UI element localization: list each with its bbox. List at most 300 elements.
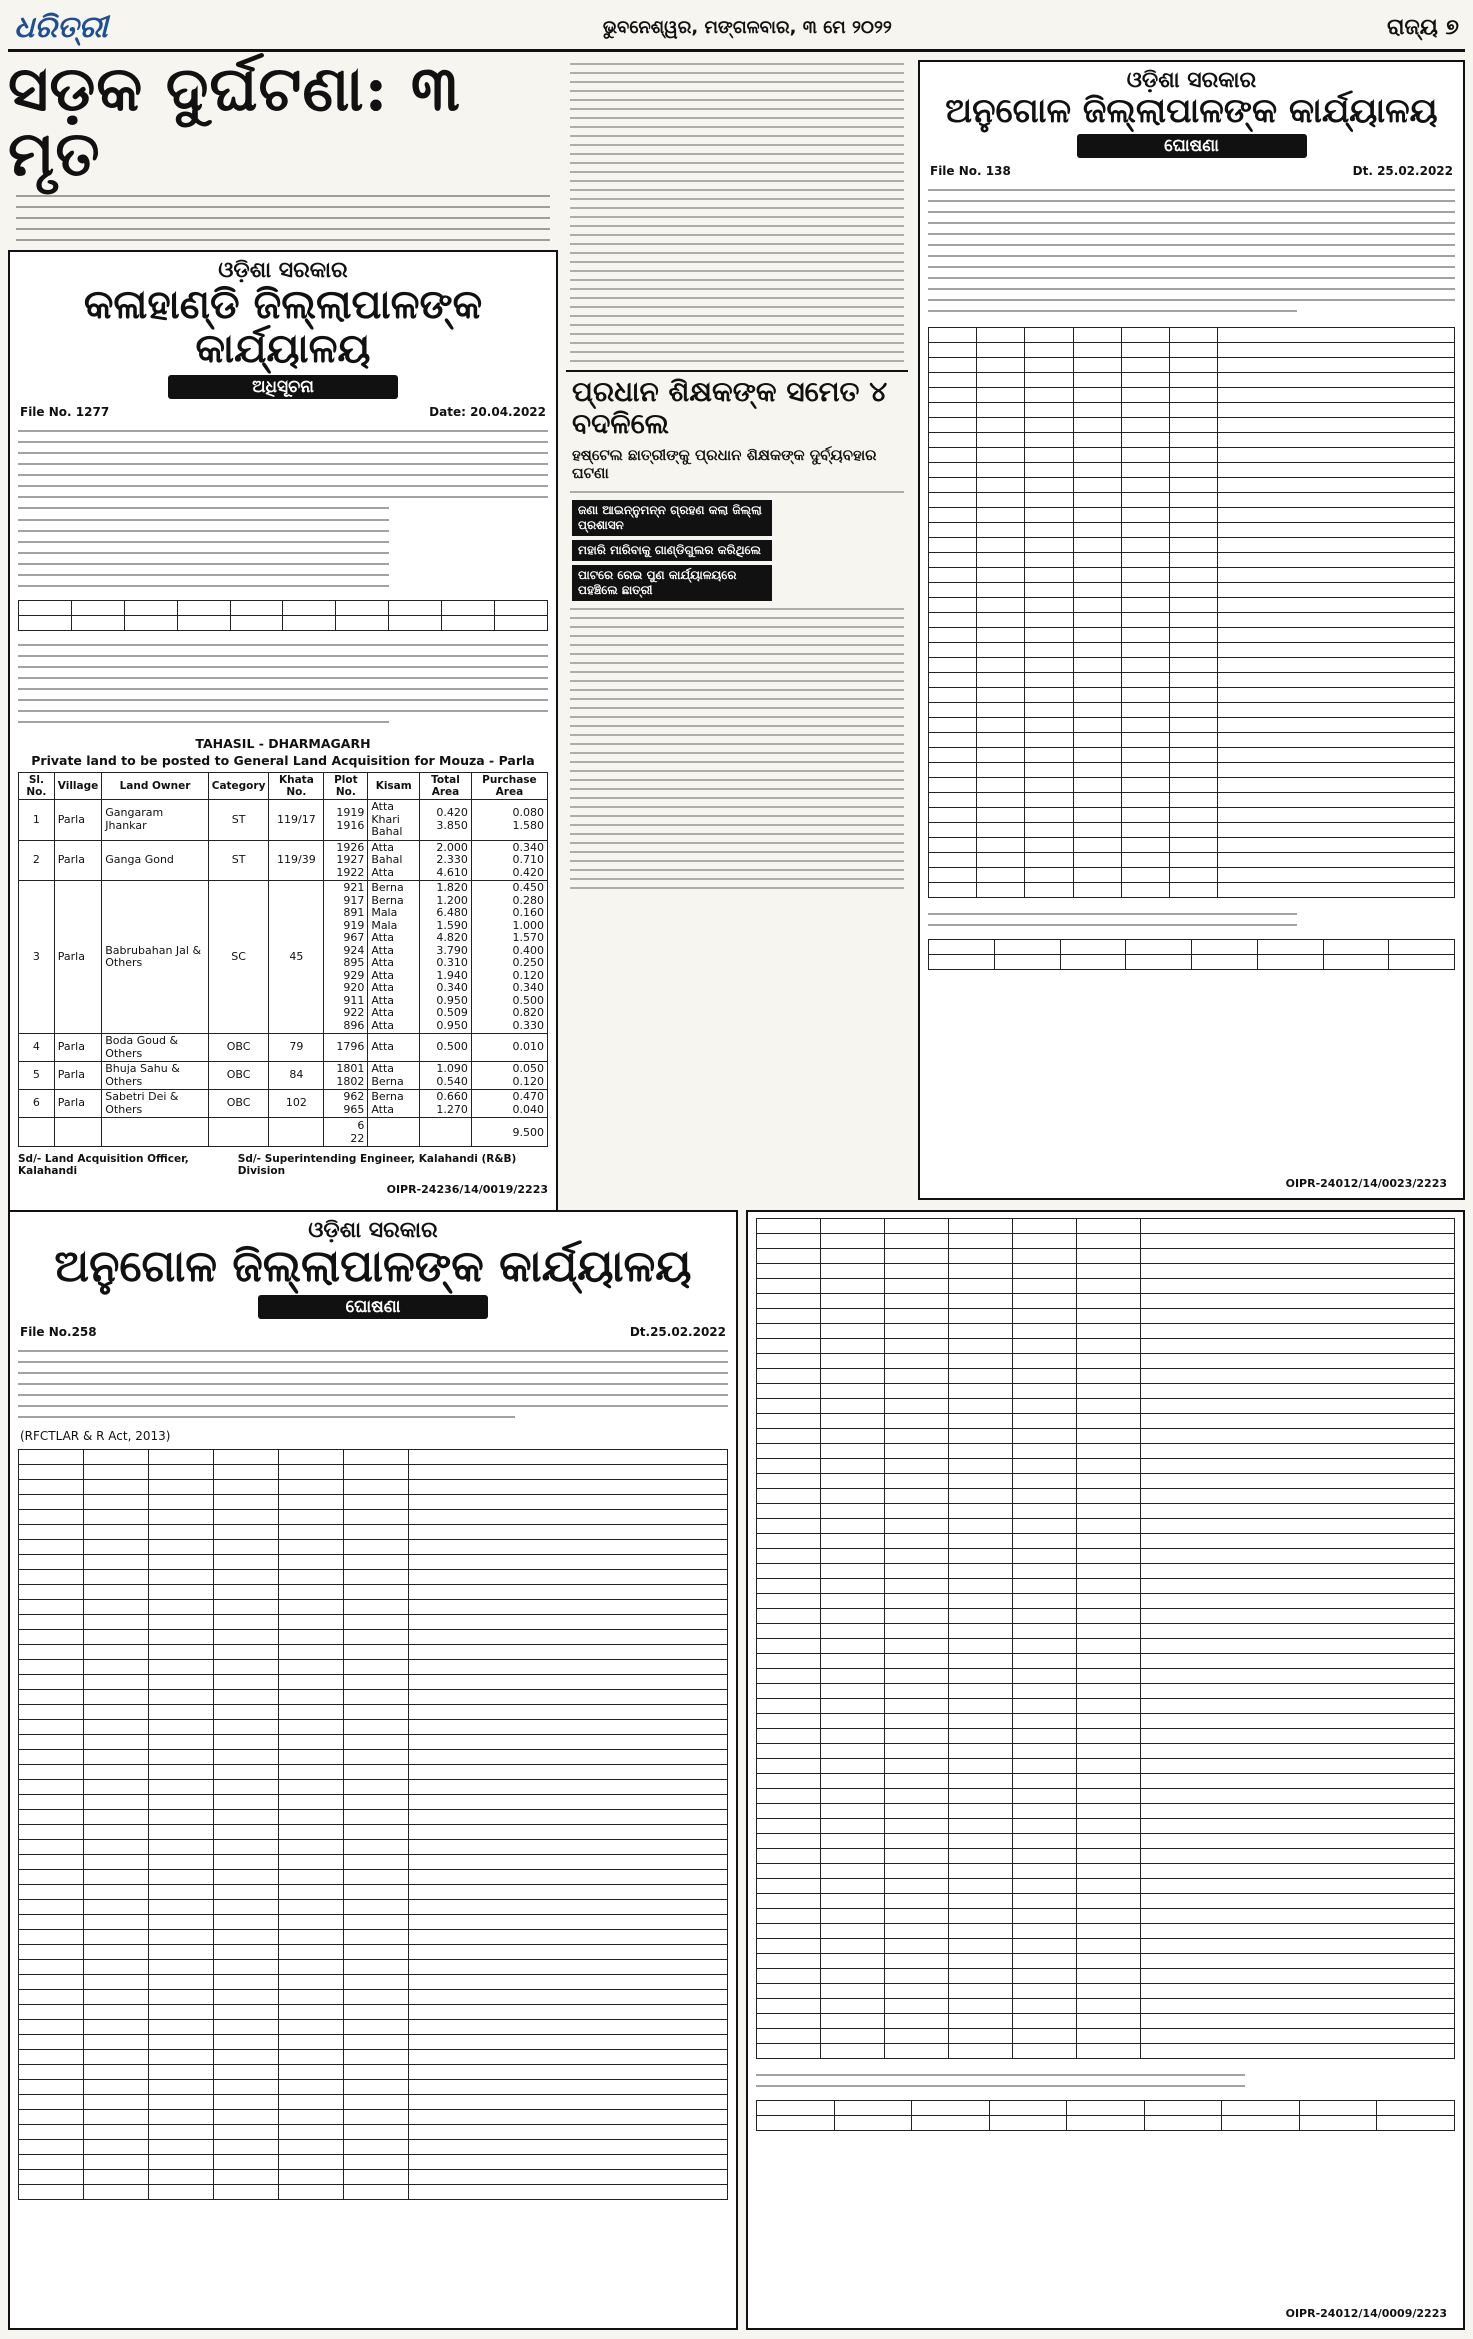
table-cell xyxy=(948,1549,1012,1564)
table-row xyxy=(19,1930,728,1945)
table-cell xyxy=(19,1840,84,1855)
table-cell xyxy=(408,1990,727,2005)
table-cell xyxy=(83,1585,148,1600)
table-cell xyxy=(1025,358,1073,373)
table-cell: Atta Berna xyxy=(368,1062,420,1090)
table-cell: Gangaram Jhankar xyxy=(102,800,208,841)
table-cell xyxy=(757,1789,821,1804)
table-cell: 102 xyxy=(269,1090,324,1118)
table-cell xyxy=(948,1684,1012,1699)
table-cell xyxy=(977,778,1025,793)
table-cell xyxy=(278,1825,343,1840)
table-cell xyxy=(19,2050,84,2065)
table-cell xyxy=(977,628,1025,643)
table-cell xyxy=(83,1735,148,1750)
table-cell xyxy=(408,2035,727,2050)
table-row xyxy=(757,1999,1455,2014)
posted-title: Private land to be posted to General Land Acquisition for Mouza - Parla xyxy=(31,753,535,769)
table-row xyxy=(19,1465,728,1480)
table-cell xyxy=(948,1729,1012,1744)
table-row xyxy=(19,1675,728,1690)
table-cell xyxy=(1012,1519,1076,1534)
table-cell xyxy=(948,1219,1012,1234)
table-cell xyxy=(148,2185,213,2200)
table-row xyxy=(19,1825,728,1840)
table-cell xyxy=(884,1249,948,1264)
land-table-header: Plot No. xyxy=(324,773,368,800)
table-cell xyxy=(408,1480,727,1495)
table-cell xyxy=(1012,1279,1076,1294)
table-cell xyxy=(278,1585,343,1600)
table-cell xyxy=(83,2185,148,2200)
table-row xyxy=(929,778,1455,793)
table-cell xyxy=(929,418,977,433)
table-cell xyxy=(408,1915,727,1930)
table-cell xyxy=(1140,1879,1454,1894)
table-cell xyxy=(343,1810,408,1825)
table-cell xyxy=(278,1465,343,1480)
table-cell xyxy=(148,1870,213,1885)
table-cell xyxy=(83,1660,148,1675)
table-cell xyxy=(757,1909,821,1924)
table-cell xyxy=(884,1954,948,1969)
table-row xyxy=(19,1480,728,1495)
table-cell xyxy=(278,1945,343,1960)
table-cell xyxy=(213,2005,278,2020)
angul-notice-2-continued xyxy=(746,1210,1465,2330)
table-cell xyxy=(1076,1294,1140,1309)
table-cell xyxy=(343,1855,408,1870)
table-row xyxy=(19,2140,728,2155)
table-cell xyxy=(83,1915,148,1930)
table-row xyxy=(19,2035,728,2050)
table-cell xyxy=(1073,748,1121,763)
table-row xyxy=(19,1525,728,1540)
table-cell xyxy=(1076,1714,1140,1729)
table-cell xyxy=(884,1234,948,1249)
table-row xyxy=(19,1690,728,1705)
table-cell xyxy=(1076,1219,1140,1234)
table-cell xyxy=(1073,868,1121,883)
table-row xyxy=(757,1414,1455,1429)
table-cell xyxy=(19,2005,84,2020)
table-cell xyxy=(1170,673,1218,688)
table-cell xyxy=(1218,358,1455,373)
table-cell xyxy=(977,388,1025,403)
table-cell xyxy=(278,1690,343,1705)
table-cell xyxy=(83,1600,148,1615)
table-cell xyxy=(1140,1459,1454,1474)
table-cell xyxy=(408,1570,727,1585)
table-row xyxy=(19,2125,728,2140)
table-cell xyxy=(1140,1414,1454,1429)
table-row xyxy=(19,2185,728,2200)
table-cell xyxy=(884,1789,948,1804)
table-cell: 962 965 xyxy=(324,1090,368,1118)
table-cell xyxy=(278,1930,343,1945)
table-cell xyxy=(278,1660,343,1675)
notice-signatures xyxy=(10,1149,556,1181)
table-cell xyxy=(148,1915,213,1930)
table-cell xyxy=(929,733,977,748)
table-cell xyxy=(1121,688,1169,703)
table-cell xyxy=(757,2029,821,2044)
table-cell xyxy=(213,1585,278,1600)
table-cell xyxy=(884,1414,948,1429)
table-cell xyxy=(1170,883,1218,898)
table-cell xyxy=(213,2035,278,2050)
table-cell: 0.080 1.580 xyxy=(471,800,547,841)
table-cell xyxy=(83,1615,148,1630)
table-cell xyxy=(1140,1714,1454,1729)
table-cell xyxy=(757,1714,821,1729)
table-cell xyxy=(1012,2029,1076,2044)
table-cell xyxy=(948,1294,1012,1309)
table-cell xyxy=(1076,1774,1140,1789)
table-cell xyxy=(1170,568,1218,583)
land-summary-table xyxy=(18,600,548,631)
table-cell xyxy=(213,1885,278,1900)
table-cell xyxy=(1140,1324,1454,1339)
table-cell xyxy=(1073,493,1121,508)
table-cell xyxy=(1073,643,1121,658)
table-cell xyxy=(343,1885,408,1900)
table-cell xyxy=(19,1615,84,1630)
table-cell xyxy=(1025,388,1073,403)
table-cell xyxy=(820,1624,884,1639)
table-cell xyxy=(1076,1924,1140,1939)
table-cell xyxy=(1076,1654,1140,1669)
table-row xyxy=(757,1729,1455,1744)
table-cell xyxy=(977,583,1025,598)
table-cell xyxy=(83,1960,148,1975)
table-cell xyxy=(148,1885,213,1900)
table-cell xyxy=(408,2095,727,2110)
table-cell xyxy=(148,2050,213,2065)
table-cell xyxy=(343,1525,408,1540)
table-cell xyxy=(820,1384,884,1399)
table-cell xyxy=(757,1339,821,1354)
table-cell xyxy=(1170,748,1218,763)
table-cell xyxy=(977,448,1025,463)
table-row xyxy=(929,883,1455,898)
table-cell xyxy=(1025,643,1073,658)
table-cell xyxy=(1218,478,1455,493)
table-cell xyxy=(1073,808,1121,823)
table-cell xyxy=(1140,1264,1454,1279)
table-cell: Sabetri Dei & Others xyxy=(102,1090,208,1118)
table-cell xyxy=(757,1399,821,1414)
table-cell xyxy=(278,1570,343,1585)
table-cell xyxy=(1218,583,1455,598)
table-cell xyxy=(929,538,977,553)
table-cell xyxy=(884,1429,948,1444)
table-cell xyxy=(148,1750,213,1765)
table-cell: Berna Atta xyxy=(368,1090,420,1118)
table-cell: 5 xyxy=(19,1062,55,1090)
table-cell xyxy=(948,1909,1012,1924)
table-cell xyxy=(884,1744,948,1759)
table-cell xyxy=(884,1309,948,1324)
left-column xyxy=(8,52,558,1296)
table-cell xyxy=(884,1459,948,1474)
angul2-table-kha xyxy=(756,2100,1455,2131)
table-cell xyxy=(1218,598,1455,613)
table-cell xyxy=(757,1504,821,1519)
table-cell xyxy=(19,2080,84,2095)
table-cell xyxy=(269,1118,324,1147)
table-cell xyxy=(408,1975,727,1990)
table-cell xyxy=(343,1570,408,1585)
table-cell: 0.050 0.120 xyxy=(471,1062,547,1090)
table-cell xyxy=(83,1900,148,1915)
table-row xyxy=(19,1495,728,1510)
table-cell xyxy=(820,1804,884,1819)
table-cell xyxy=(1121,343,1169,358)
angul-notice-1 xyxy=(918,60,1465,1200)
table-cell xyxy=(343,1465,408,1480)
table-cell xyxy=(820,1594,884,1609)
table-cell xyxy=(948,1609,1012,1624)
table-cell xyxy=(1025,328,1073,343)
table-cell xyxy=(19,1645,84,1660)
table-cell xyxy=(1170,328,1218,343)
table-cell xyxy=(1218,763,1455,778)
table-cell xyxy=(1218,328,1455,343)
table-cell xyxy=(19,1118,55,1147)
table-cell xyxy=(343,1615,408,1630)
table-row xyxy=(19,881,548,1034)
table-cell xyxy=(1073,718,1121,733)
table-cell xyxy=(757,1984,821,1999)
table-cell xyxy=(884,1639,948,1654)
table-cell xyxy=(1076,1819,1140,1834)
table-cell xyxy=(948,1519,1012,1534)
table-cell xyxy=(977,868,1025,883)
table-cell xyxy=(1121,328,1169,343)
table-cell xyxy=(1073,553,1121,568)
table-cell xyxy=(278,2155,343,2170)
table-cell xyxy=(1170,553,1218,568)
table-row xyxy=(757,1489,1455,1504)
table-cell xyxy=(948,2014,1012,2029)
table-cell xyxy=(757,1324,821,1339)
table-row xyxy=(757,1894,1455,1909)
table-cell xyxy=(1012,1369,1076,1384)
table-cell xyxy=(948,1234,1012,1249)
table-cell xyxy=(757,1954,821,1969)
table-row xyxy=(757,1639,1455,1654)
table-cell xyxy=(1121,673,1169,688)
table-cell: 1926 1927 1922 xyxy=(324,840,368,881)
table-cell xyxy=(820,1609,884,1624)
table-cell xyxy=(213,1630,278,1645)
table-cell xyxy=(948,1594,1012,1609)
angul2-meta xyxy=(10,1323,736,1341)
table-row xyxy=(929,328,1455,343)
table-cell xyxy=(948,1819,1012,1834)
table-row xyxy=(757,1969,1455,1984)
table-cell xyxy=(19,1765,84,1780)
table-cell xyxy=(1076,1474,1140,1489)
table-row xyxy=(19,1062,548,1090)
table-cell xyxy=(948,1279,1012,1294)
table-cell xyxy=(977,538,1025,553)
table-row xyxy=(929,358,1455,373)
table-cell xyxy=(213,1615,278,1630)
table-cell xyxy=(1012,1924,1076,1939)
lead-headline: ସଡ଼କ ଦୁର୍ଘଟଣା: ୩ ମୃତ xyxy=(8,52,461,191)
table-cell xyxy=(213,1720,278,1735)
table-cell xyxy=(948,1879,1012,1894)
table-cell xyxy=(1170,448,1218,463)
table-cell xyxy=(757,1414,821,1429)
table-cell xyxy=(884,1444,948,1459)
table-cell xyxy=(757,1864,821,1879)
land-table-header: Total Area xyxy=(420,773,472,800)
table-row xyxy=(757,1459,1455,1474)
table-cell xyxy=(19,1480,84,1495)
table-cell xyxy=(820,1699,884,1714)
bullet-1: ଜଣା ଆଇନ୍ନୁମନ୍ନ ଗ୍ରହଣ କଲା ଜିଲ୍ଲା ପ୍ରଶାସନ xyxy=(572,500,772,536)
table-cell: OBC xyxy=(208,1090,269,1118)
table-cell xyxy=(1073,733,1121,748)
table-cell xyxy=(343,2185,408,2200)
table-cell xyxy=(884,1924,948,1939)
table-row xyxy=(19,2080,728,2095)
table-cell: 0.450 0.280 0.160 1.000 1.570 0.400 0.250 0.120 0.340 0.500 0.820 0.330 xyxy=(471,881,547,1034)
table-cell xyxy=(1170,493,1218,508)
table-cell xyxy=(1073,883,1121,898)
table-cell xyxy=(1073,853,1121,868)
table-cell xyxy=(757,1999,821,2014)
table-cell xyxy=(208,1118,269,1147)
table-row xyxy=(19,1960,728,1975)
table-cell xyxy=(977,478,1025,493)
table-cell xyxy=(1012,1594,1076,1609)
table-cell xyxy=(1140,1654,1454,1669)
table-cell xyxy=(83,1750,148,1765)
table-cell xyxy=(1140,1549,1454,1564)
table-cell xyxy=(884,1669,948,1684)
table-row xyxy=(19,1510,728,1525)
table-cell xyxy=(278,1915,343,1930)
table-row xyxy=(757,1294,1455,1309)
table-cell xyxy=(757,1624,821,1639)
table-cell xyxy=(213,1915,278,1930)
table-cell xyxy=(977,358,1025,373)
table-row xyxy=(929,703,1455,718)
table-cell xyxy=(278,2005,343,2020)
table-cell xyxy=(884,1264,948,1279)
angul2-act-label: (RFCTLAR & R Act, 2013) xyxy=(20,1429,171,1444)
table-cell xyxy=(1025,598,1073,613)
table-cell xyxy=(1170,343,1218,358)
angul1-footer-text xyxy=(920,913,1463,926)
table-cell xyxy=(408,1510,727,1525)
table-cell xyxy=(1076,1519,1140,1534)
table-cell: OBC xyxy=(208,1034,269,1062)
table-cell xyxy=(408,1540,727,1555)
table-cell xyxy=(83,2155,148,2170)
table-cell xyxy=(1076,1999,1140,2014)
table-cell xyxy=(929,553,977,568)
table-cell xyxy=(343,2170,408,2185)
table-cell xyxy=(1140,1489,1454,1504)
table-cell xyxy=(1025,523,1073,538)
table-cell xyxy=(213,2020,278,2035)
table-cell xyxy=(213,1765,278,1780)
table-cell xyxy=(83,1495,148,1510)
table-cell xyxy=(213,1600,278,1615)
table-cell xyxy=(278,1450,343,1465)
table-row xyxy=(19,1855,728,1870)
table-cell xyxy=(148,1720,213,1735)
table-cell xyxy=(1140,2014,1454,2029)
table-cell xyxy=(213,2095,278,2110)
table-cell xyxy=(929,703,977,718)
table-cell xyxy=(1073,508,1121,523)
table-cell xyxy=(757,1534,821,1549)
table-cell xyxy=(1073,328,1121,343)
table-cell xyxy=(1121,823,1169,838)
table-row xyxy=(19,1645,728,1660)
table-cell xyxy=(83,1525,148,1540)
table-cell xyxy=(278,2050,343,2065)
table-cell xyxy=(1073,358,1121,373)
table-cell: SC xyxy=(208,881,269,1034)
table-cell xyxy=(83,1780,148,1795)
signature-left: Sd/- Land Acquisition Officer, Kalahandi xyxy=(18,1153,189,1178)
table-cell xyxy=(1012,1399,1076,1414)
table-cell xyxy=(884,1684,948,1699)
table-cell xyxy=(1012,1729,1076,1744)
table-cell xyxy=(1170,433,1218,448)
kalahandi-notice xyxy=(8,250,558,1296)
table-cell xyxy=(1218,343,1455,358)
table-cell xyxy=(977,688,1025,703)
table-cell xyxy=(1121,478,1169,493)
table-cell xyxy=(1121,403,1169,418)
table-row xyxy=(757,1369,1455,1384)
table-cell xyxy=(19,1705,84,1720)
table-cell xyxy=(884,1294,948,1309)
table-cell xyxy=(83,1825,148,1840)
table-cell xyxy=(1140,1399,1454,1414)
table-cell xyxy=(343,1510,408,1525)
table-cell xyxy=(408,1750,727,1765)
table-cell xyxy=(1218,553,1455,568)
newspaper-logo: ଧରିତ୍ରୀ xyxy=(14,10,108,45)
table-cell xyxy=(948,1249,1012,1264)
table-cell xyxy=(1218,433,1455,448)
table-row xyxy=(929,748,1455,763)
table-row xyxy=(757,1714,1455,1729)
table-row xyxy=(19,1780,728,1795)
table-cell xyxy=(83,1720,148,1735)
table-cell xyxy=(213,1825,278,1840)
table-cell xyxy=(977,808,1025,823)
table-cell xyxy=(83,2035,148,2050)
table-cell xyxy=(977,598,1025,613)
table-cell xyxy=(884,1999,948,2014)
table-cell xyxy=(1121,733,1169,748)
table-row xyxy=(19,1720,728,1735)
table-cell xyxy=(757,1594,821,1609)
table-cell xyxy=(929,403,977,418)
table-cell xyxy=(19,1450,84,1465)
table-row xyxy=(757,1579,1455,1594)
